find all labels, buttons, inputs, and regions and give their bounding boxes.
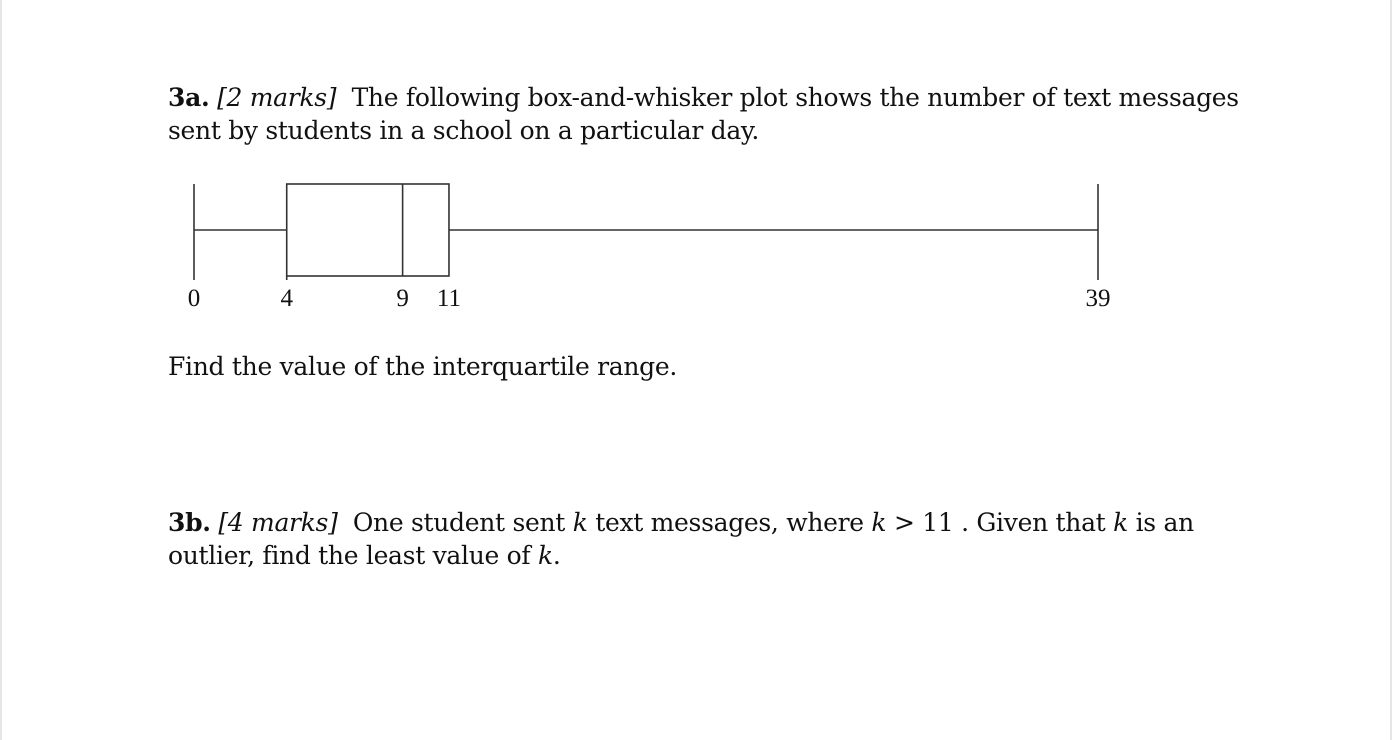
- question-body-part: .: [552, 541, 561, 570]
- label-min: 0: [187, 285, 201, 312]
- question-body: The following box-and-whisker plot shows the number of text messages sent by students in a school on a particular day.: [168, 83, 1239, 145]
- variable-k: k: [871, 508, 887, 537]
- marks-label: [4 marks]: [218, 508, 338, 537]
- question-number: 3a.: [168, 83, 210, 112]
- question-body-part: > 11 . Given that: [893, 508, 1106, 537]
- label-q1: 4: [280, 285, 293, 312]
- variable-k: k: [538, 541, 553, 570]
- question-number: 3b.: [168, 508, 211, 537]
- question-body-part: One student sent: [352, 508, 566, 537]
- box-and-whisker-plot: [162, 176, 1122, 316]
- iqr-box: [287, 184, 449, 276]
- question-body-part: is an outlier, find the least value of: [168, 508, 1194, 570]
- question-3b-text: [168, 506, 1288, 572]
- question-3a-text: [168, 81, 1288, 147]
- question-body-part: text messages, where: [595, 508, 864, 537]
- variable-k: k: [1113, 508, 1128, 537]
- question-3a-prompt: Find the value of the interquartile range.: [168, 352, 678, 381]
- marks-label: [2 marks]: [217, 83, 337, 112]
- variable-k: k: [572, 508, 588, 537]
- label-median: 9: [396, 285, 409, 312]
- label-q3: 11: [436, 285, 462, 312]
- label-max: 39: [1085, 285, 1111, 312]
